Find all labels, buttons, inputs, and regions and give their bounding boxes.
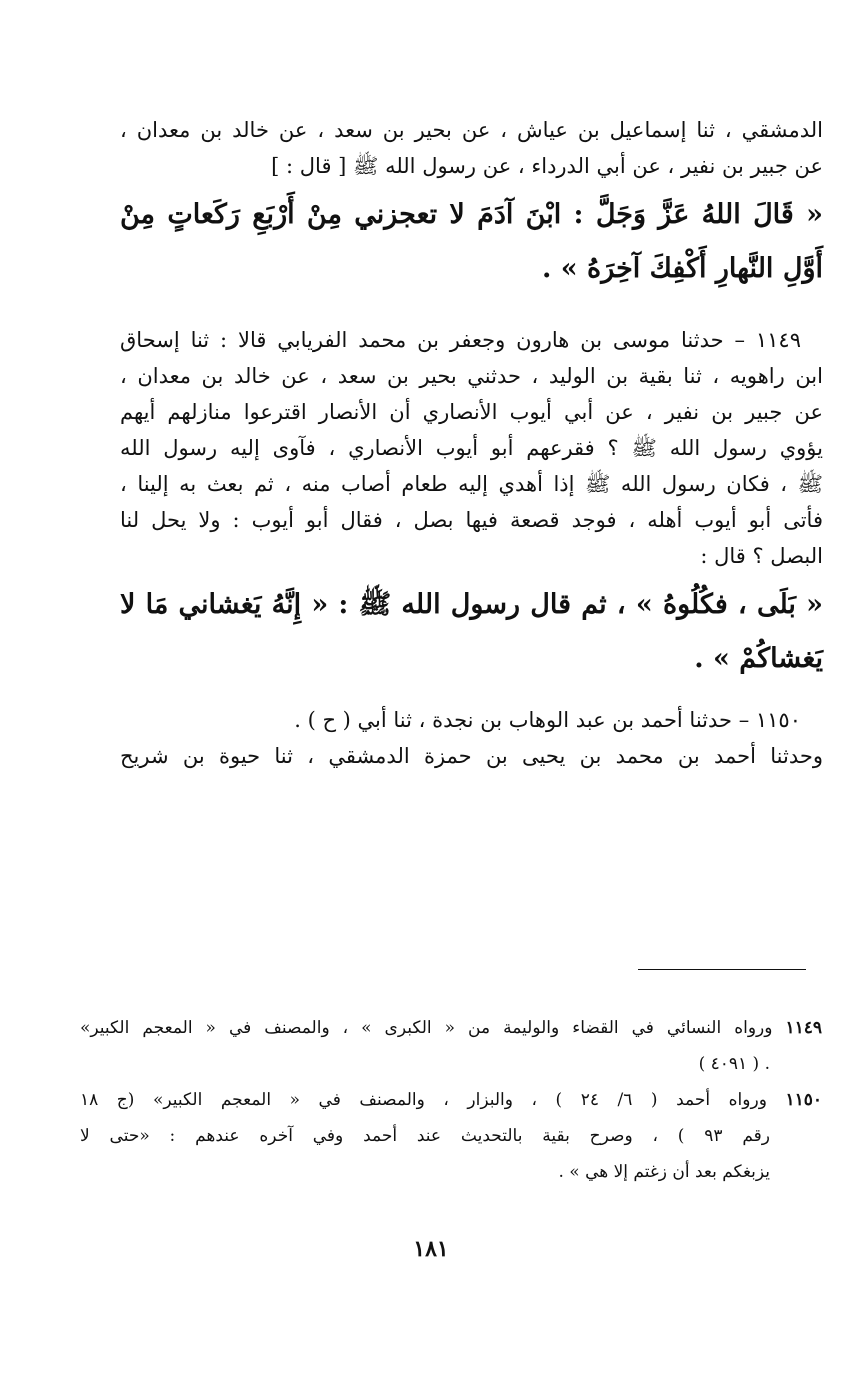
hadith-line: « بَلَى ، فكُلُوهُ » ، ثم قال رسول الله ﷺ : « إِنَّهُ يَغشاني مَا لا [120,589,823,620]
text-line: ﷺ ، فكان رسول الله ﷺ إذا أهدي إليه طعام أصاب منه ، ثم بعث به إلينا ، [120,472,823,496]
footnote-line [80,1010,822,1046]
footnote-line [80,1082,822,1118]
text-line: الدمشقي ، ثنا إسماعيل بن عياش ، عن بحير بن سعد ، عن خالد بن معدان ، [120,118,823,142]
hadith-line: يَغشاكُمْ » . [694,643,823,674]
text-line: وحدثنا أحمد بن محمد بن يحيى بن حمزة الدمشقي ، ثنا حيوة بن شريح [120,744,823,768]
text-line: عن جبير بن نفير ، عن أبي الدرداء ، عن رسول الله ﷺ [ قال : ] [271,154,823,178]
hadith-quote-1 [120,188,823,296]
text-line: البصل ؟ قال : [700,544,823,568]
text-line: ابن راهويه ، ثنا بقية بن الوليد ، حدثني بحير بن سعد ، عن خالد بن معدان ، [120,364,823,388]
page-number: ١٨١ [413,1236,449,1262]
paragraph-1149 [120,322,823,574]
footnote-number: ١١٤٩ [785,1018,822,1038]
footnote-divider [638,969,806,970]
footnote-1150 [80,1082,822,1190]
footnote-1149 [80,1010,822,1082]
text-line: يؤوي رسول الله ﷺ ؟ فقرعهم أبو أيوب الأنصاري ، فآوى إليه رسول الله [120,436,823,460]
intro-paragraph [120,112,823,184]
paragraph-1150 [120,702,823,774]
footnote-line: رقم ٩٣ ) ، وصرح بقية بالتحديث عند أحمد وفي آخره عندهم : «حتى لا [80,1126,771,1146]
text-line: عن جبير بن نفير ، عن أبي أيوب الأنصاري أن الأنصار اقترعوا منازلهم أيهم [120,400,823,424]
footnote-text: ورواه أحمد ( ٦/ ٢٤ ) ، والبزار ، والمصنف في « المعجم الكبير» (ج ١٨ [80,1090,767,1110]
footnote-number: ١١٥٠ [785,1090,822,1110]
footnote-text: ورواه النسائي في القضاء والوليمة من « الكبرى » ، والمصنف في « المعجم الكبير» [80,1018,773,1038]
footnotes [80,1010,822,1190]
hadith-line: أَوَّلِ النَّهارِ أَكْفِكَ آخِرَهُ » . [541,253,823,284]
hadith-quote-2 [120,578,823,686]
footnote-line: يزبغكم بعد أن زغتم إلا هي » . [558,1162,770,1182]
text-line: فأتى أبو أيوب أهله ، فوجد قصعة فيها بصل ، فقال أبو أيوب : ولا يحل لنا [120,508,823,532]
main-text [120,112,823,774]
footnote-line: . ( ٤٠٩١ ) [698,1054,770,1074]
text-line: ١١٥٠ – حدثنا أحمد بن عبد الوهاب بن نجدة ، ثنا أبي ( ح ) . [294,708,801,732]
hadith-line: « قَالَ اللهُ عَزَّ وَجَلَّ : ابْنَ آدَمَ لا تعجزني مِنْ أَرْبَعِ رَكَعاتٍ مِنْ [120,199,823,230]
text-line: ١١٤٩ – حدثنا موسى بن هارون وجعفر بن محمد الفريابي قالا : ثنا إسحاق [120,328,801,352]
